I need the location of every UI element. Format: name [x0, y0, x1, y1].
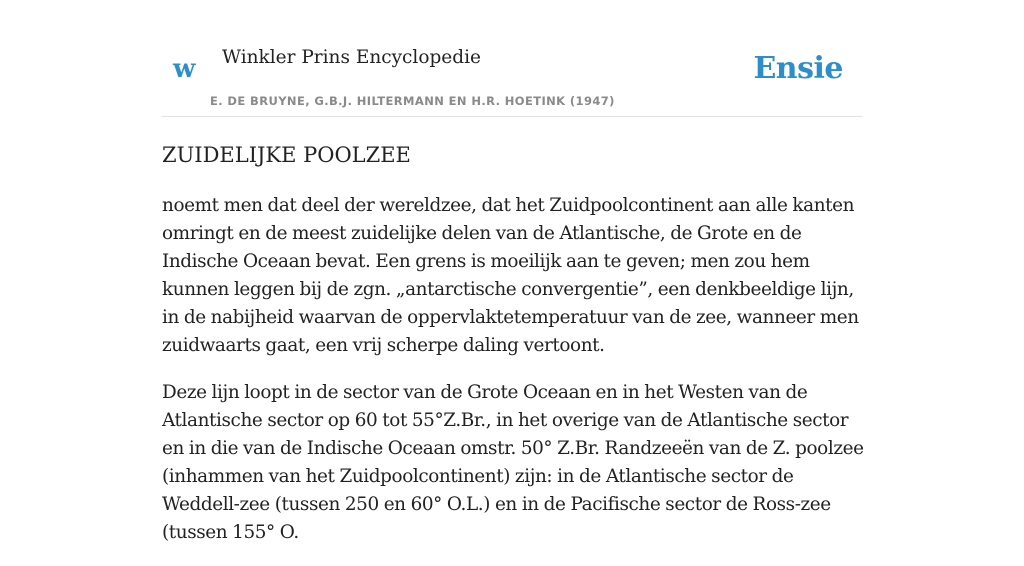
- site-header: [162, 0, 862, 117]
- site-logo[interactable]: w: [173, 54, 196, 84]
- encyclopedia-authors: E. DE BRUYNE, G.B.J. HILTERMANN EN H.R. HOETINK (1947): [210, 94, 615, 108]
- article-paragraph-1: noemt men dat deel der wereldzee, dat het Zuidpoolcontinent aan alle kanten omringt en de meest zuidelijke delen van de Atlantische, de Grote en de Indische Oceaan bevat. Een grens is moeilijk aan te geven; men zou hem kunnen leggen bij de zgn. „antarctische convergentie”, een denkbeeldige lijn, in de nabijheid waarvan de oppervlaktetemperatuur van de zee, wanneer men zuidwaarts gaat, een vrij scherpe daling vertoont.: [162, 195, 859, 356]
- encyclopedia-title[interactable]: Winkler Prins Encyclopedie: [222, 47, 481, 68]
- article-body: [162, 192, 864, 566]
- article-title: ZUIDELIJKE POOLZEE: [162, 143, 411, 167]
- article-paragraph-2: Deze lijn loopt in de sector van de Grote Oceaan en in het Westen van de Atlantische sector op 60 tot 55°Z.Br., in het overige van de Atlantische sector en in die van de Indische Oceaan omstr. 50° Z.Br. Randzeeën van de Z. poolzee (inhammen van het Zuidpoolcontinent) zijn: in de Atlantische sector de Weddell-zee (tussen 250 en 60° O.L.) en in de Pacifische sector de Ross-zee (tussen 155° O.: [162, 382, 864, 543]
- ensie-brand-logo[interactable]: Ensie: [753, 51, 843, 86]
